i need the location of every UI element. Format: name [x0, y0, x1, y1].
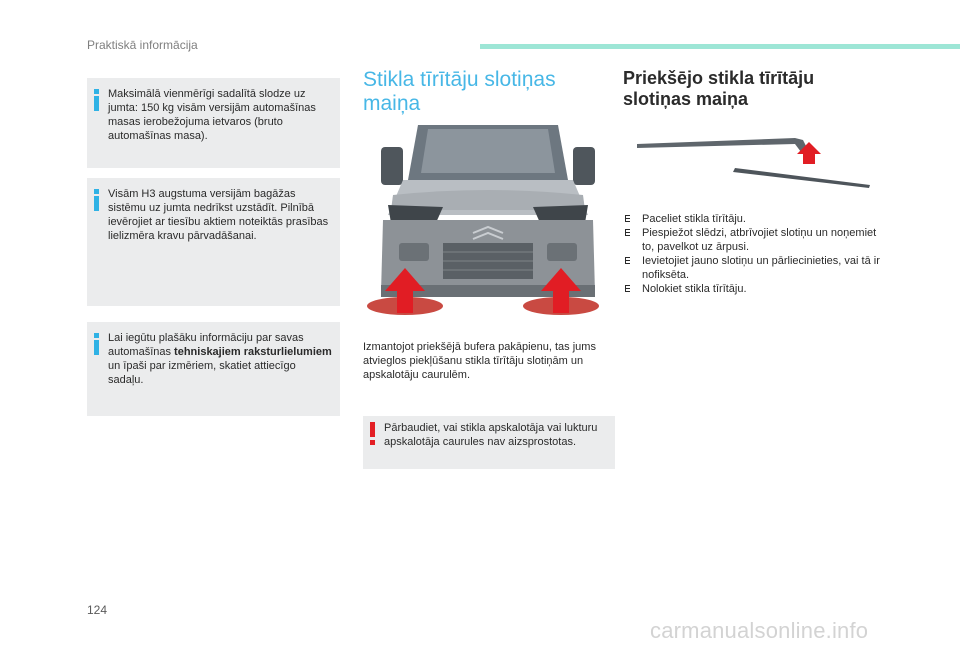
wiper-steps-list [625, 212, 885, 296]
section-title-front-wiper: Priekšējo stikla tīrītāju slotiņas maiņa [623, 68, 815, 109]
section-title-wiper-blade: Stikla tīrītāju slotiņas maiņa [363, 68, 556, 115]
info-text: Visām H3 augstuma versijām bagāžas sistēmu uz jumta nedrīkst uzstādīt. Pilnībā ievērojiet ar tiesību aktiem noteiktās prasības lielizmēra kravu pārvadāšanai. [108, 188, 329, 242]
list-item: Paceliet stikla tīrītāju. [625, 212, 885, 226]
info-icon [94, 333, 100, 355]
header-accent-bar [480, 44, 960, 49]
watermark: carmanualsonline.info [650, 618, 869, 643]
warning-text: Pārbaudiet, vai stikla apskalotāja vai lukturu apskalotāja caurules nav aizsprostotas. [384, 422, 598, 448]
step-usage-text: Izmantojot priekšējā bufera pakāpienu, tas jums atvieglos piekļūšanu stikla tīrītāju slotiņām un apskalotāju caurulēm. [363, 341, 596, 381]
warning-box-washer-tubes [363, 416, 615, 469]
list-item: Ievietojiet jauno slotiņu un pārliecinieties, vai tā ir nofiksēta. [625, 254, 885, 282]
list-item: Piespiežot slēdzi, atbrīvojiet slotiņu un noņemiet to, pavelkot uz ārpusi. [625, 226, 885, 254]
step-marker-icon [625, 229, 630, 236]
info-icon [94, 89, 100, 111]
info-icon [94, 189, 100, 211]
info-box-h3-versions [87, 178, 340, 306]
page-number: 124 [87, 603, 108, 617]
info-box-specs-reference [87, 322, 340, 416]
wiper-blade-illustration [625, 128, 880, 193]
step-marker-icon [625, 285, 630, 292]
list-item: Nolokiet stikla tīrītāju. [625, 282, 885, 296]
step-marker-icon [625, 257, 630, 264]
info-box-roof-load [87, 78, 340, 168]
warning-icon [369, 422, 376, 446]
info-text-bold: tehniskajiem raksturlielumiem [174, 346, 332, 358]
info-text: Maksimālā vienmērīgi sadalītā slodze uz jumta: 150 kg visām versijām automašīnas masas ierobežojuma ietvaros (bruto automašīnas masa). [108, 88, 316, 142]
van-front-illustration [363, 125, 613, 317]
step-marker-icon [625, 215, 630, 222]
info-text-after: un īpaši par izmēriem, skatiet attiecīgo sadaļu. [108, 360, 296, 386]
running-header: Praktiskā informācija [87, 38, 198, 52]
info-text-before: Lai iegūtu plašāku informāciju par savas automašīnas [108, 332, 304, 358]
